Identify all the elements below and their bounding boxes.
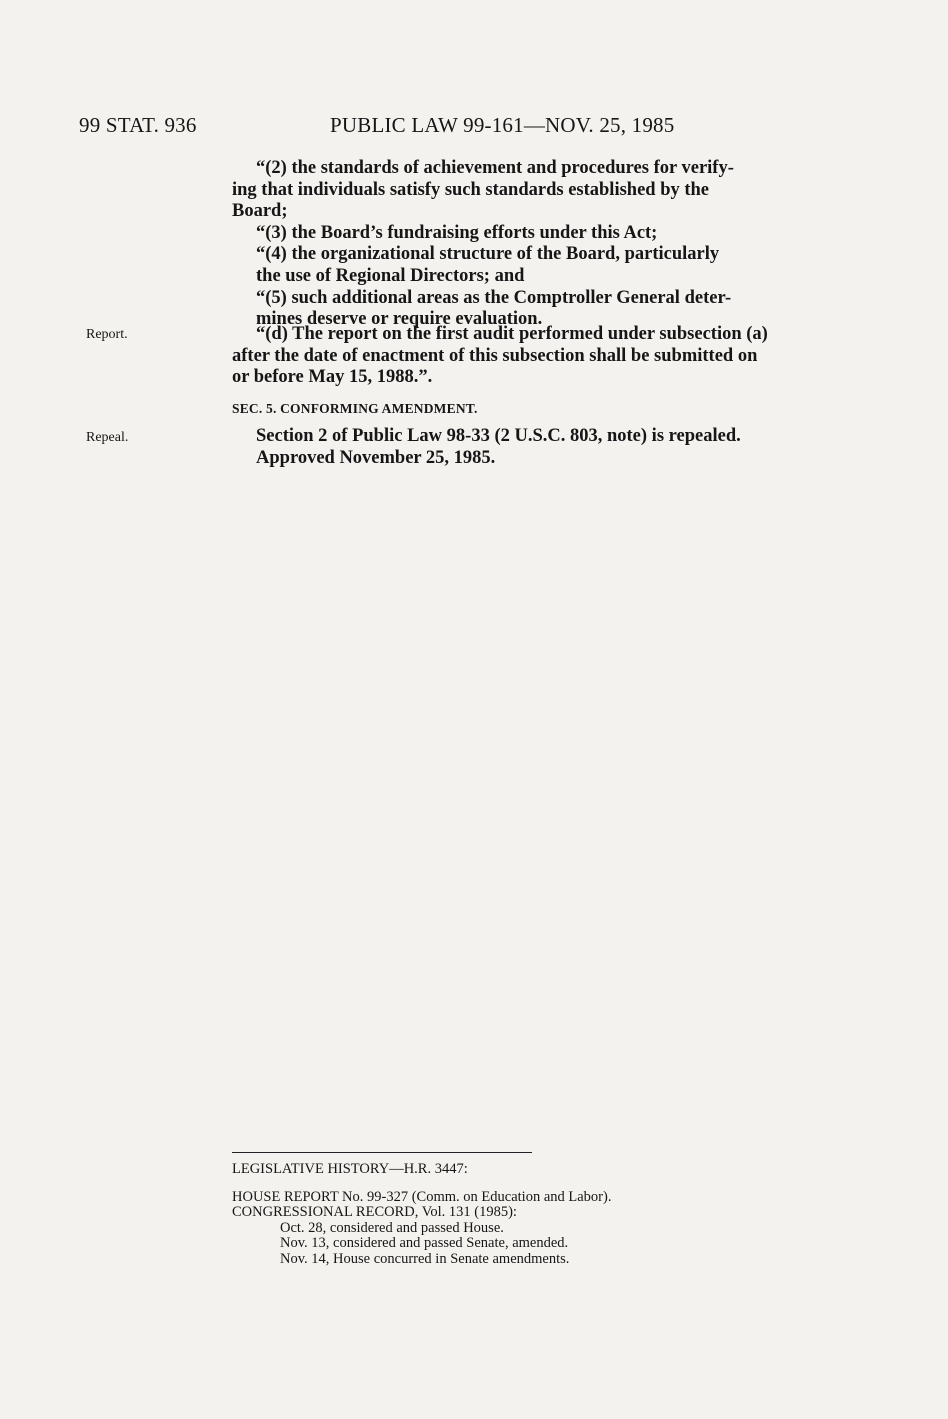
subsection-d-line-3: or before May 15, 1988.”. [232,367,433,388]
history-event: Nov. 14, House concurred in Senate amendments. [280,1250,570,1267]
item-3: “(3) the Board’s fundraising efforts under this Act; [256,222,658,243]
margin-note-report: Report. [86,327,128,342]
page-title: PUBLIC LAW 99-161—NOV. 25, 1985 [330,113,675,137]
audit-criteria-list [232,158,858,331]
history-event: Nov. 13, considered and passed Senate, amended. [280,1235,569,1252]
subsection-d-line-1: “(d) The report on the first audit performed under subsection (a) [256,324,768,344]
section-5-text: Section 2 of Public Law 98-33 (2 U.S.C. 803, note) is repealed. [256,426,741,446]
item-4-line-2: the use of Regional Directors; and [256,265,525,286]
subsection-d-line-2: after the date of enactment of this subsection shall be submitted on [232,345,758,366]
item-5-line-1: “(5) such additional areas as the Comptroller General deter- [256,287,732,308]
legislative-history [232,1162,611,1268]
item-2-line-2: ing that individuals satisfy such standards established by the [232,179,710,200]
legislative-history-title: LEGISLATIVE HISTORY—H.R. 3447: [232,1161,468,1177]
section-5-body [232,426,858,469]
margin-note-repeal: Repeal. [86,430,129,445]
item-2-line-3: Board; [232,201,288,222]
item-5-line-2: mines deserve or require evaluation. [256,309,543,330]
item-4-line-1: “(4) the organizational structure of the Board, particularly [256,244,720,265]
approval-date: Approved November 25, 1985. [256,447,496,468]
history-event: Oct. 28, considered and passed House. [280,1219,504,1236]
footnote-divider [232,1152,532,1153]
subsection-d [232,324,858,389]
congressional-record: CONGRESSIONAL RECORD, Vol. 131 (1985): [232,1204,517,1221]
house-report: HOUSE REPORT No. 99-327 (Comm. on Education and Labor). [232,1188,612,1205]
section-5-heading: SEC. 5. CONFORMING AMENDMENT. [232,401,478,416]
page-citation: 99 STAT. 936 [79,113,197,137]
item-2-line-1: “(2) the standards of achievement and procedures for verify- [256,158,734,178]
